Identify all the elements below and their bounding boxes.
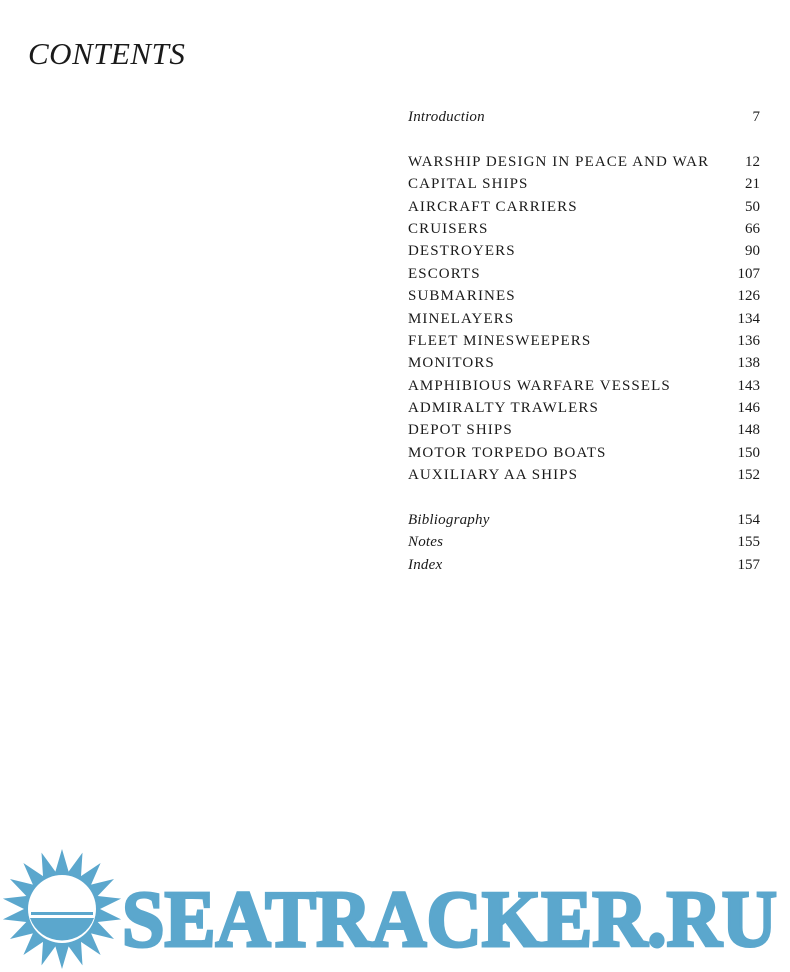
- toc-entry-label: Index: [408, 556, 443, 573]
- toc-entry-label: Introduction: [408, 109, 485, 125]
- toc-entry[interactable]: [408, 221, 760, 243]
- toc-entry-page: 155: [737, 534, 760, 551]
- toc-entry-page: 154: [737, 512, 760, 529]
- toc-entry-page: 146: [737, 400, 760, 417]
- toc-entry-page: 136: [737, 332, 760, 349]
- watermark-text: SEATRACKER.RU: [122, 876, 777, 964]
- page-title: CONTENTS: [28, 36, 186, 71]
- seatracker-watermark: [0, 846, 790, 972]
- toc-entry-page: 12: [745, 153, 760, 170]
- toc-entry[interactable]: [408, 378, 760, 400]
- toc-entry-label: ESCORTS: [408, 265, 481, 282]
- toc-entry-page: 90: [745, 243, 760, 260]
- toc-entry[interactable]: [408, 266, 760, 288]
- toc-entry-label: CAPITAL SHIPS: [408, 176, 529, 193]
- toc-entry[interactable]: [408, 355, 760, 377]
- toc-entry-label: CRUISERS: [408, 220, 489, 237]
- toc-entry[interactable]: [408, 176, 760, 198]
- toc-entry-page: 143: [737, 377, 760, 394]
- toc-entry-page: 138: [737, 355, 760, 372]
- toc-entry-label: AIRCRAFT CARRIERS: [408, 198, 578, 215]
- toc-entry-label: MINELAYERS: [408, 310, 515, 327]
- toc-entry[interactable]: [408, 400, 760, 422]
- toc-entry-page: 157: [737, 556, 760, 573]
- chapter-list: [408, 154, 760, 490]
- toc-entry[interactable]: [408, 445, 760, 467]
- toc-entry-page: 134: [737, 310, 760, 327]
- toc-entry-page: 7: [752, 109, 760, 125]
- section-gap: [408, 131, 760, 153]
- toc-entry-label: Bibliography: [408, 512, 490, 529]
- toc-entry-introduction[interactable]: [408, 109, 760, 131]
- toc-entry-page: 66: [745, 220, 760, 237]
- toc-entry-label: FLEET MINESWEEPERS: [408, 332, 592, 349]
- toc-entry-page: 50: [745, 198, 760, 215]
- toc-entry-label: AMPHIBIOUS WARFARE VESSELS: [408, 377, 671, 394]
- toc-entry-label: MOTOR TORPEDO BOATS: [408, 444, 607, 461]
- toc-entry-label: DESTROYERS: [408, 243, 516, 260]
- toc-entry[interactable]: [408, 243, 760, 265]
- toc-entry[interactable]: [408, 557, 760, 579]
- toc-entry-page: 148: [737, 422, 760, 439]
- toc-entry-page: 150: [737, 444, 760, 461]
- toc-entry-page: 21: [745, 176, 760, 193]
- toc-entry-label: ADMIRALTY TRAWLERS: [408, 400, 599, 417]
- toc-entry-label: Notes: [408, 534, 444, 551]
- toc-entry-label: WARSHIP DESIGN IN PEACE AND WAR: [408, 153, 710, 170]
- sun-icon: [3, 849, 121, 969]
- toc-entry-page: 126: [737, 288, 760, 305]
- toc-entry[interactable]: [408, 288, 760, 310]
- toc-entry-label: DEPOT SHIPS: [408, 422, 513, 439]
- back-matter-list: [408, 512, 760, 579]
- toc-entry-label: SUBMARINES: [408, 288, 516, 305]
- toc-entry[interactable]: [408, 512, 760, 534]
- toc-entry[interactable]: [408, 422, 760, 444]
- section-gap: [408, 490, 760, 512]
- toc-entry-label: MONITORS: [408, 355, 495, 372]
- toc-entry[interactable]: [408, 467, 760, 489]
- toc-entry[interactable]: [408, 154, 760, 176]
- toc-entry[interactable]: [408, 311, 760, 333]
- toc-entry-page: 152: [737, 467, 760, 484]
- toc-entry[interactable]: [408, 199, 760, 221]
- toc-entry[interactable]: [408, 333, 760, 355]
- toc-entry[interactable]: [408, 534, 760, 556]
- table-of-contents: [408, 109, 760, 579]
- toc-entry-page: 107: [737, 265, 760, 282]
- toc-entry-label: AUXILIARY AA SHIPS: [408, 467, 579, 484]
